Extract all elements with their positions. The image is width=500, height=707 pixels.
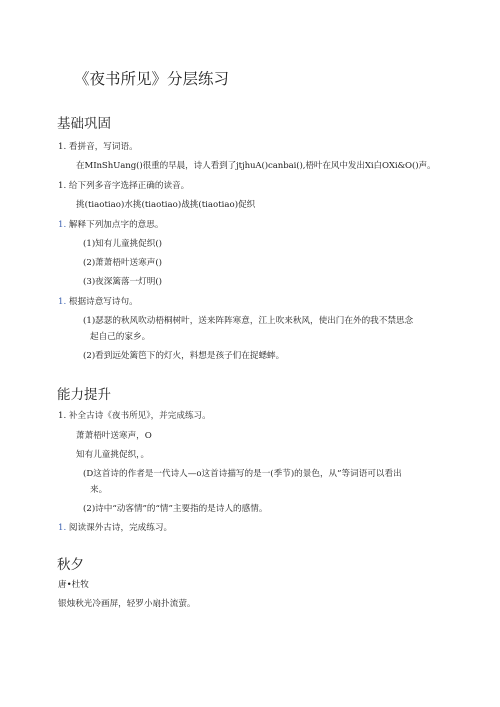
question-read-poem: 1. 阅读课外古诗，完成练习。	[58, 523, 173, 533]
verse-item-1-line-a: (1)瑟瑟的秋风吹动梧桐树叶，送来阵阵寒意，江上吹来秋风，使出门在外的我不禁思念	[83, 316, 414, 326]
question-polyphone: 1. 给下列多音字选择正确的读音。	[58, 181, 190, 191]
pinyin-sentence: 在MInShUang()很重的早晨，诗人看到了jtjhuA()canbai(),梧叶在风中发出Xi白OXi&O()声。	[76, 161, 436, 171]
item-number: 1.	[58, 297, 67, 307]
poem-title: 秋夕	[57, 557, 84, 573]
explain-item-2: (2)萧萧梧叶送寒声()	[83, 258, 163, 268]
item-number: 1.	[58, 220, 67, 230]
poem-author: 唐•杜牧	[58, 580, 89, 590]
question-write-verse: 1. 根据诗意写诗句。	[58, 297, 138, 307]
page-title: 《夜书所见》分层练习	[74, 70, 230, 88]
sub-question-2: (2)诗中“动客情”的“情”主要指的是诗人的感情。	[83, 504, 268, 514]
explain-item-3: (3)夜深篱落一灯明()	[83, 277, 163, 287]
sub-question-1-line-a: (D这首诗的作者是一代诗人—o这首诗描写的是一(季节)的景色，从”等词语可以看出	[83, 469, 402, 479]
poem-line-1: 萧萧梧叶送寒声，O	[76, 431, 152, 441]
poem-line-2: 知有儿童挑促织，。	[76, 450, 150, 460]
polyphone-line: 挑(tiaotiao)水挑(tiaotiao)战挑(tiaotiao)促织	[76, 200, 256, 210]
question-complete-poem: 1. 补全古诗《夜书所见》，并完成练习。	[58, 411, 211, 421]
poem-verse-1: 银烛秋光冷画屏，轻罗小扇扑流萤。	[58, 599, 196, 609]
section-heading-basics: 基础巩固	[57, 116, 111, 132]
sub-question-1-line-b: 来。	[90, 485, 108, 495]
verse-item-2: (2)看到远处篱笆下的灯火，料想是孩子们在捉蟋蟀。	[83, 351, 285, 361]
verse-item-1-line-b: 起自己的家乡。	[90, 332, 151, 342]
question-pinyin: 1. 看拼音，写词语。	[58, 142, 138, 152]
item-number: 1.	[58, 523, 67, 533]
question-explain: 1. 解释下列加点字的意思。	[58, 220, 164, 230]
explain-item-1: (1)知有儿童挑促织()	[83, 239, 163, 249]
section-heading-ability: 能力提升	[57, 387, 111, 403]
